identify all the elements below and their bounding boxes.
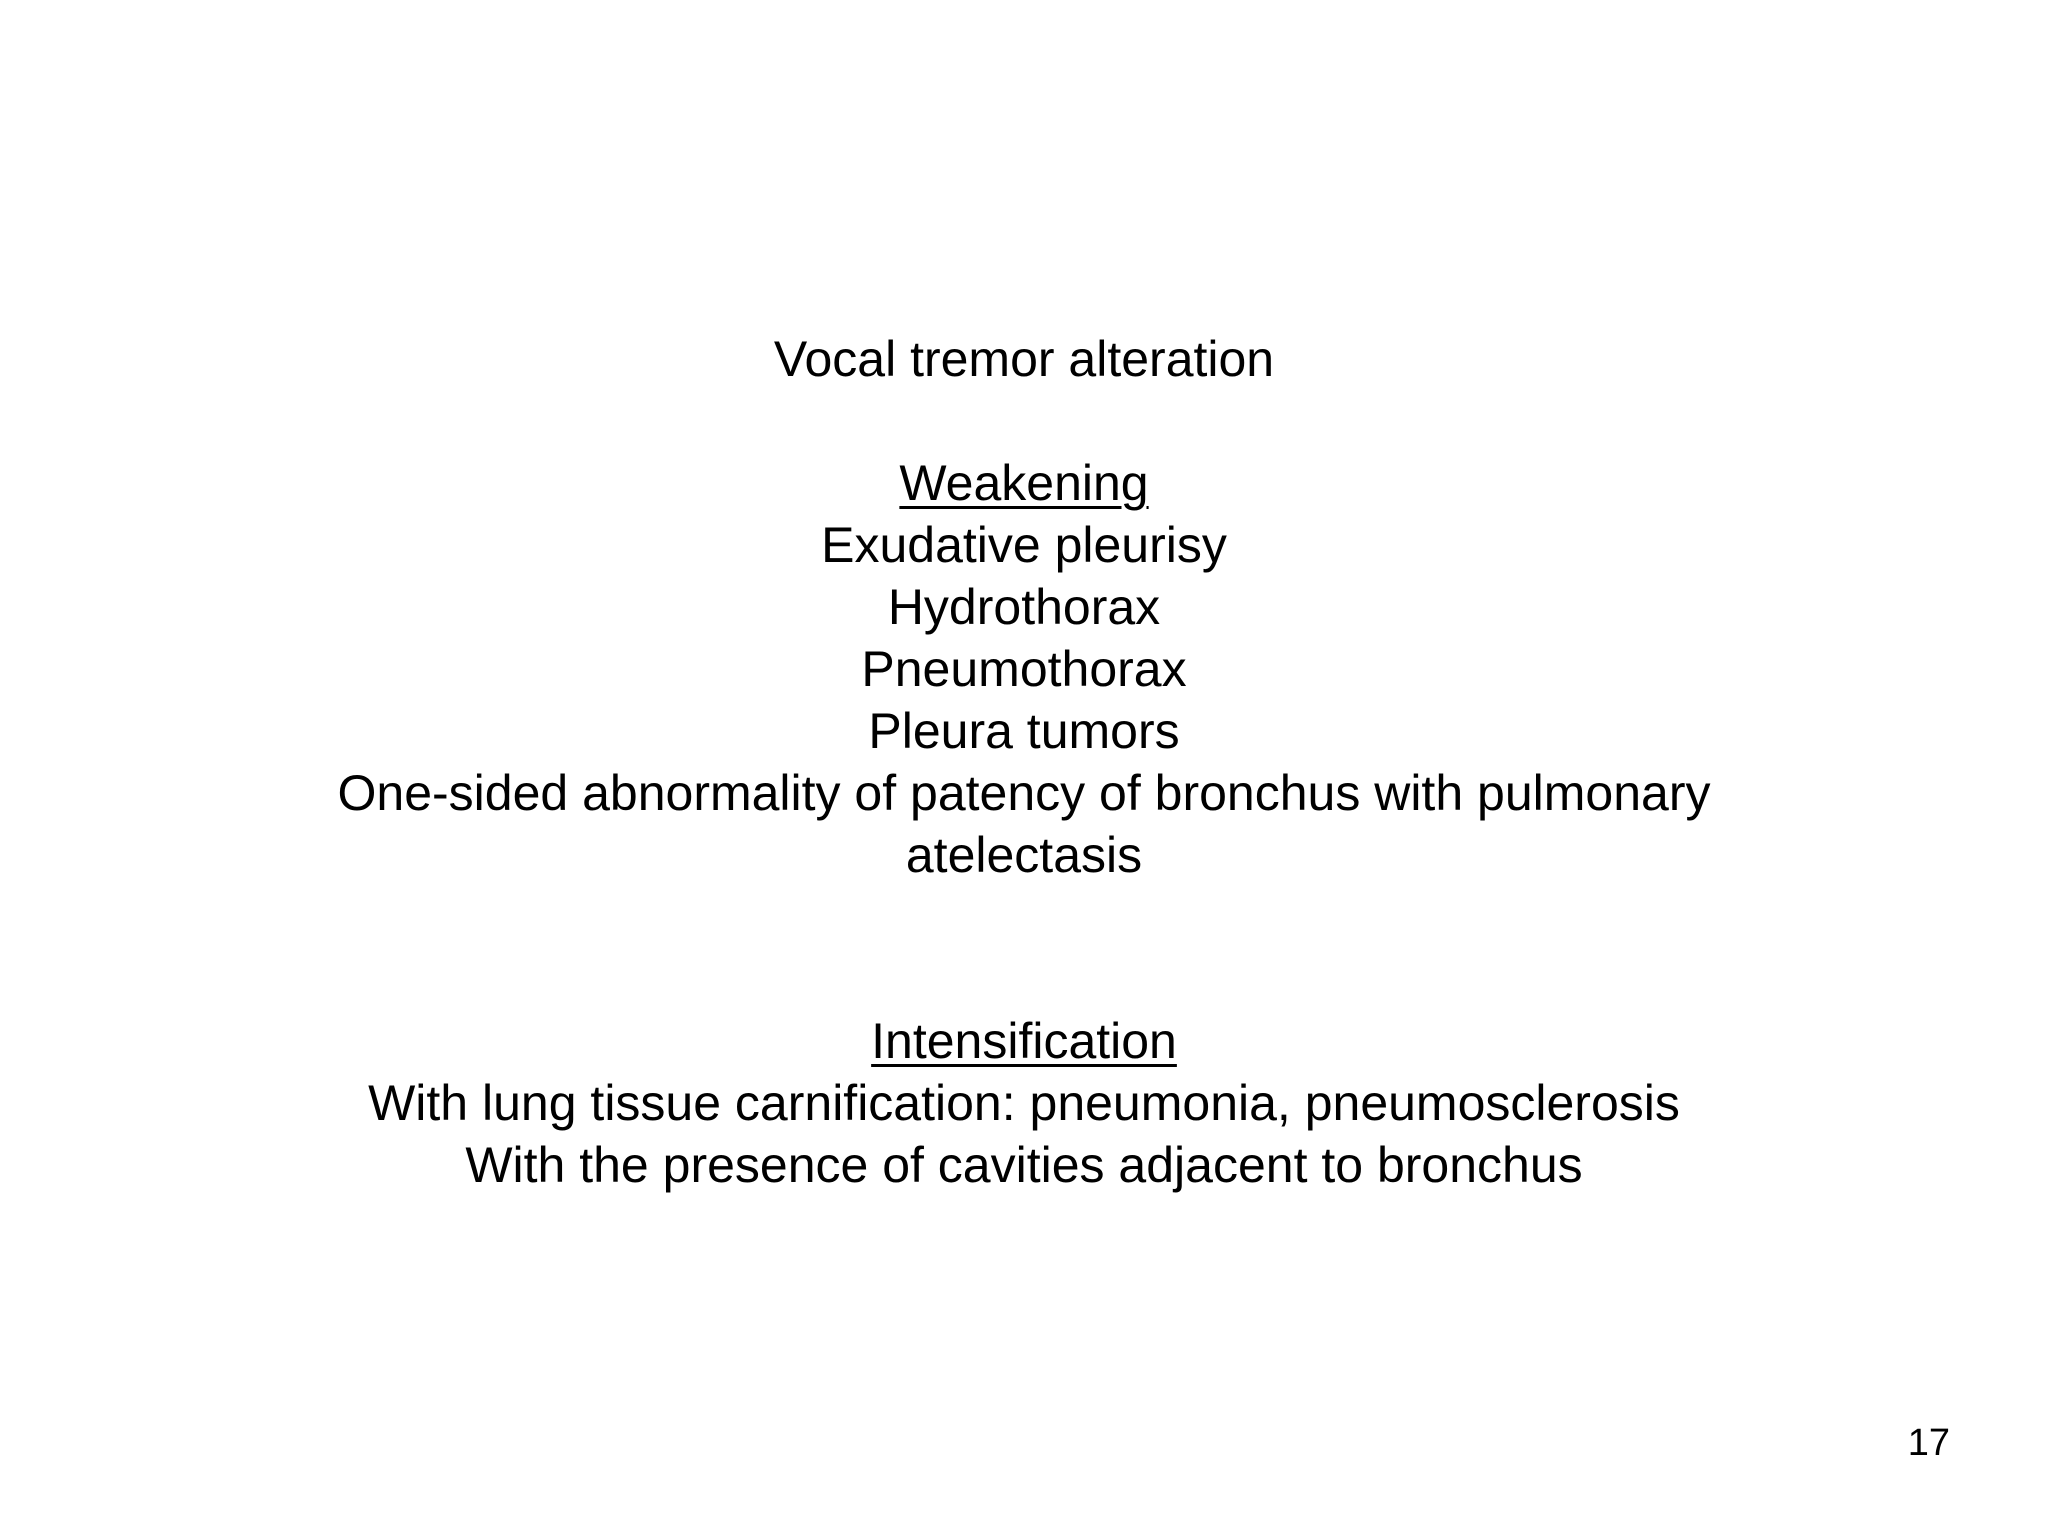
page-number: 17 [1907, 1422, 1950, 1464]
weakening-item: One-sided abnormality of patency of bronchus with pulmonary atelectasis [337, 765, 1711, 883]
intensification-heading: Intensification [871, 1013, 1177, 1069]
weakening-item: Hydrothorax [887, 579, 1161, 635]
slide-content [0, 328, 2048, 1196]
intensification-section [0, 1010, 2048, 1196]
weakening-section [0, 452, 2048, 886]
slide-title: Vocal tremor alteration [773, 331, 1275, 387]
intensification-item: With the presence of cavities adjacent to bronchus [465, 1137, 1583, 1193]
weakening-item: Exudative pleurisy [821, 517, 1227, 573]
weakening-item: Pleura tumors [868, 703, 1180, 759]
weakening-heading: Weakening [899, 455, 1149, 511]
weakening-item: Pneumothorax [861, 641, 1187, 697]
section-spacer [0, 886, 2048, 1010]
intensification-item: With lung tissue carnification: pneumonia, pneumosclerosis [368, 1075, 1680, 1131]
